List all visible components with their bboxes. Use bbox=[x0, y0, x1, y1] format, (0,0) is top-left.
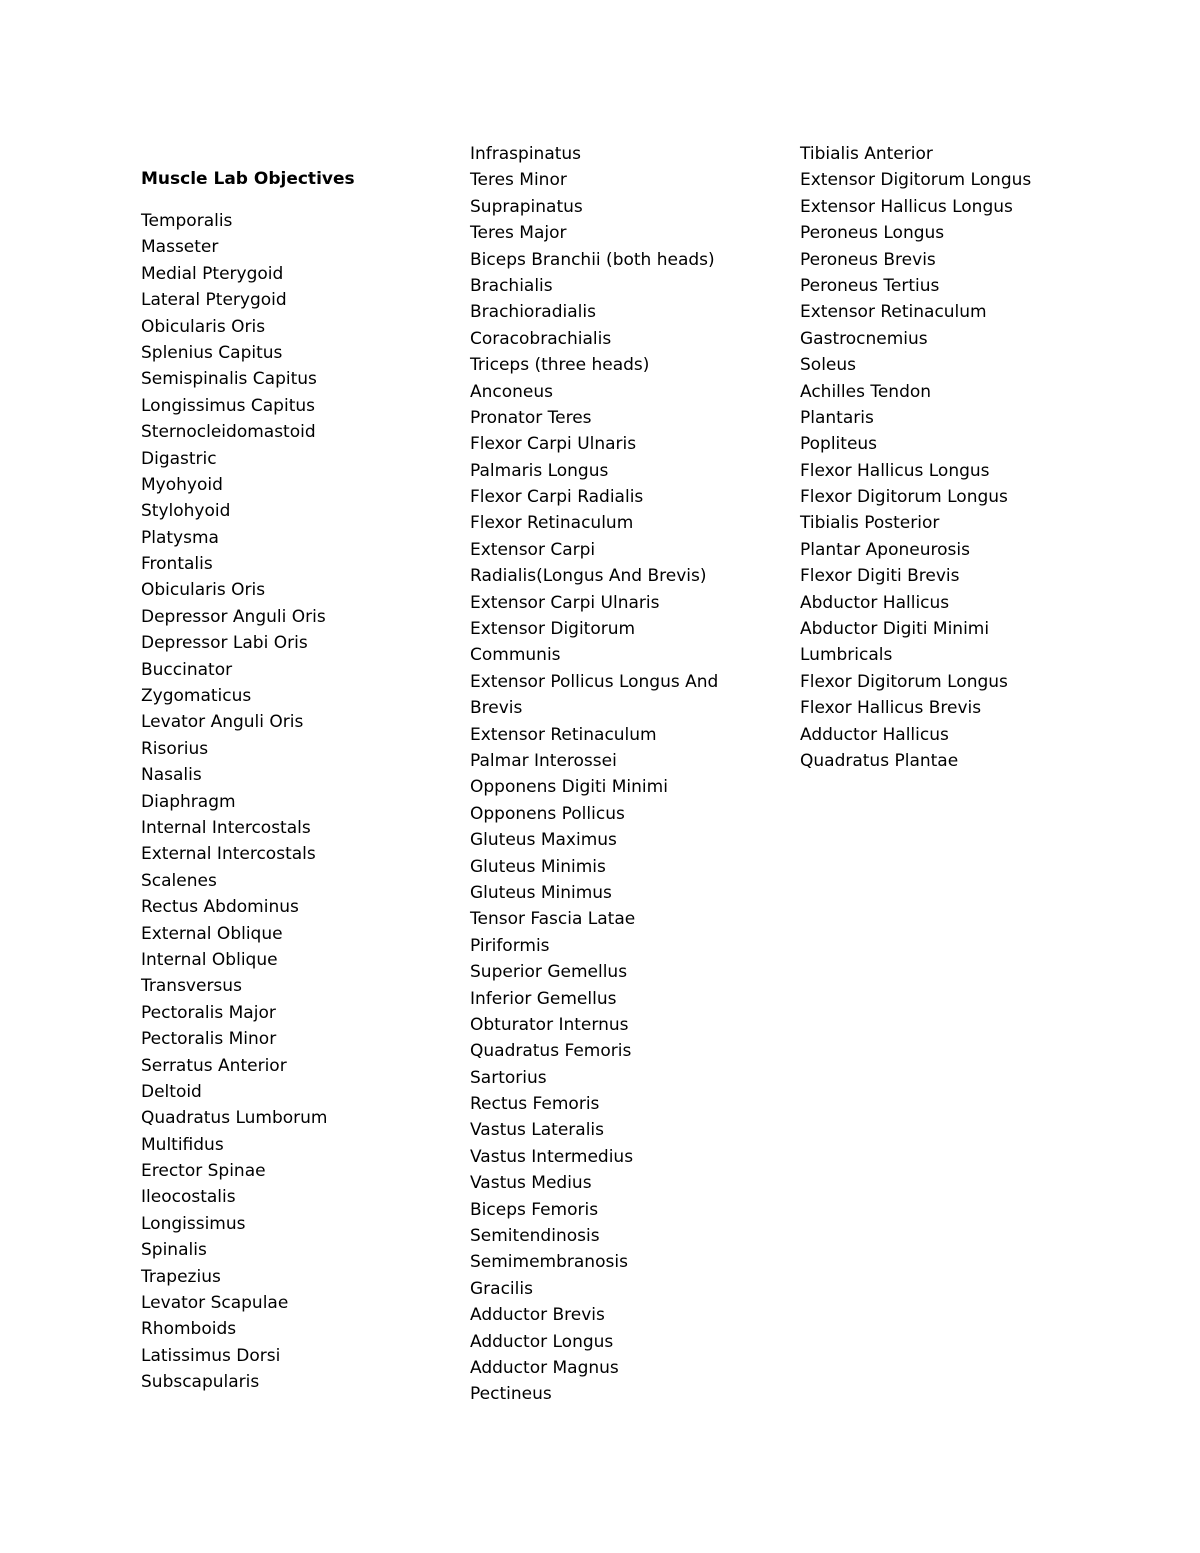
muscle-list-item: Communis bbox=[470, 645, 561, 666]
muscle-list-item: Internal Oblique bbox=[141, 949, 278, 970]
muscle-list-item: Extensor Carpi Ulnaris bbox=[470, 592, 660, 613]
muscle-list-item: Peroneus Tertius bbox=[800, 275, 940, 296]
muscle-list-item: Quadratus Lumborum bbox=[141, 1108, 328, 1129]
muscle-list-item: Biceps Branchii (both heads) bbox=[470, 249, 715, 270]
muscle-list-item: Extensor Carpi bbox=[470, 539, 596, 560]
muscle-list-item: Pronator Teres bbox=[470, 407, 592, 428]
muscle-list-item: Flexor Carpi Ulnaris bbox=[470, 434, 637, 455]
muscle-list-item: Teres Major bbox=[470, 223, 567, 244]
muscle-list-item: Triceps (three heads) bbox=[470, 355, 650, 376]
muscle-list-item: Nasalis bbox=[141, 765, 202, 786]
muscle-list-item: Brachioradialis bbox=[470, 302, 596, 323]
muscle-list-item: Rectus Femoris bbox=[470, 1094, 600, 1115]
muscle-list-item: Levator Anguli Oris bbox=[141, 712, 304, 733]
muscle-list-item: Adductor Hallicus bbox=[800, 724, 949, 745]
muscle-list-item: Extensor Pollicus Longus And bbox=[470, 671, 719, 692]
muscle-list-item: Subscapularis bbox=[141, 1372, 260, 1393]
document-title: Muscle Lab Objectives bbox=[141, 169, 355, 189]
muscle-list-item: Soleus bbox=[800, 355, 857, 376]
muscle-list-item: Plantaris bbox=[800, 407, 874, 428]
muscle-list-item: Rhomboids bbox=[141, 1319, 237, 1340]
muscle-list-item: Lateral Pterygoid bbox=[141, 290, 287, 311]
muscle-list-item: Suprapinatus bbox=[470, 196, 583, 217]
muscle-list-item: Ileocostalis bbox=[141, 1187, 236, 1208]
muscle-list-item: Lumbricals bbox=[800, 645, 893, 666]
muscle-list-item: Palmar Interossei bbox=[470, 750, 617, 771]
muscle-list-item: Sartorius bbox=[470, 1067, 547, 1088]
muscle-list-item: Plantar Aponeurosis bbox=[800, 539, 970, 560]
muscle-list-item: Pectineus bbox=[470, 1384, 552, 1405]
muscle-list-item: Quadratus Plantae bbox=[800, 750, 959, 771]
muscle-list-column-3 bbox=[800, 141, 1130, 774]
muscle-list-item: External Intercostals bbox=[141, 844, 316, 865]
muscle-list-item: Flexor Digiti Brevis bbox=[800, 566, 960, 587]
muscle-list-item: Scalenes bbox=[141, 870, 217, 891]
muscle-list-item: Obturator Internus bbox=[470, 1014, 629, 1035]
muscle-list-item: Gastrocnemius bbox=[800, 328, 928, 349]
muscle-list-item: Levator Scapulae bbox=[141, 1293, 289, 1314]
muscle-list-item: Adductor Magnus bbox=[470, 1357, 619, 1378]
muscle-list-item: Adductor Brevis bbox=[470, 1305, 605, 1326]
muscle-list-item: Quadratus Femoris bbox=[470, 1041, 632, 1062]
muscle-list-item: Pectoralis Major bbox=[141, 1002, 276, 1023]
muscle-list-item: Opponens Digiti Minimi bbox=[470, 777, 668, 798]
muscle-list-item: Digastric bbox=[141, 448, 217, 469]
muscle-list-item: Serratus Anterior bbox=[141, 1055, 287, 1076]
muscle-list-item: Superior Gemellus bbox=[470, 962, 628, 983]
muscle-list-item: Depressor Labi Oris bbox=[141, 633, 308, 654]
muscle-list-item: Splenius Capitus bbox=[141, 342, 283, 363]
muscle-list-item: Deltoid bbox=[141, 1081, 202, 1102]
muscle-list-item: Vastus Intermedius bbox=[470, 1146, 634, 1167]
muscle-list-item: Infraspinatus bbox=[470, 144, 582, 164]
muscle-list-item: Brachialis bbox=[470, 275, 553, 296]
muscle-list-item: Extensor Retinaculum bbox=[470, 724, 657, 745]
muscle-list-item: Vastus Lateralis bbox=[470, 1120, 605, 1141]
muscle-list-item: Popliteus bbox=[800, 434, 878, 455]
muscle-list-item: Adductor Longus bbox=[470, 1331, 614, 1352]
muscle-list-item: Temporalis bbox=[141, 211, 233, 231]
muscle-list-item: Opponens Pollicus bbox=[470, 803, 625, 824]
muscle-list-item: Abductor Digiti Minimi bbox=[800, 619, 990, 640]
muscle-list-item: Teres Minor bbox=[470, 170, 567, 191]
muscle-list-item: Medial Pterygoid bbox=[141, 263, 284, 284]
muscle-list-item: Gluteus Maximus bbox=[470, 830, 617, 851]
muscle-list-item: Extensor Digitorum bbox=[470, 619, 636, 640]
muscle-list-item: Piriformis bbox=[470, 935, 550, 956]
muscle-list-item: Flexor Carpi Radialis bbox=[470, 487, 644, 508]
muscle-list-item: Platysma bbox=[141, 527, 219, 548]
muscle-list-item: Buccinator bbox=[141, 659, 233, 680]
muscle-list-item: Semitendinosis bbox=[470, 1226, 600, 1247]
muscle-list-item: Achilles Tendon bbox=[800, 381, 932, 402]
muscle-list-item: Biceps Femoris bbox=[470, 1199, 599, 1220]
muscle-list-item: Flexor Digitorum Longus bbox=[800, 671, 1008, 692]
muscle-list-item: Radialis(Longus And Brevis) bbox=[470, 566, 707, 587]
muscle-list-column-1 bbox=[141, 208, 451, 1396]
muscle-list-item: Extensor Digitorum Longus bbox=[800, 170, 1032, 191]
muscle-list-item: Brevis bbox=[470, 698, 523, 719]
muscle-list-column-2 bbox=[470, 141, 780, 1408]
muscle-list-item: Semimembranosis bbox=[470, 1252, 628, 1273]
muscle-list-item: Anconeus bbox=[470, 381, 554, 402]
muscle-list-item: Longissimus bbox=[141, 1213, 246, 1234]
muscle-list-item: Longissimus Capitus bbox=[141, 395, 315, 416]
muscle-list-item: Abductor Hallicus bbox=[800, 592, 950, 613]
muscle-list-item: Flexor Digitorum Longus bbox=[800, 487, 1008, 508]
muscle-list-item: Obicularis Oris bbox=[141, 316, 266, 337]
muscle-list-item: Tensor Fascia Latae bbox=[470, 909, 636, 930]
muscle-list-item: Multifidus bbox=[141, 1134, 224, 1155]
muscle-list-item: Zygomaticus bbox=[141, 686, 252, 707]
muscle-list-item: Frontalis bbox=[141, 554, 213, 575]
muscle-list-item: Pectoralis Minor bbox=[141, 1029, 277, 1050]
muscle-list-item: Trapezius bbox=[141, 1266, 221, 1287]
muscle-list-item: Stylohyoid bbox=[141, 501, 231, 522]
muscle-list-item: Gluteus Minimus bbox=[470, 882, 612, 903]
muscle-list-item: Semispinalis Capitus bbox=[141, 369, 317, 390]
muscle-list-item: Depressor Anguli Oris bbox=[141, 606, 326, 627]
muscle-list-item: Rectus Abdominus bbox=[141, 897, 299, 918]
muscle-list-item: Obicularis Oris bbox=[141, 580, 266, 601]
muscle-list-item: Extensor Hallicus Longus bbox=[800, 196, 1013, 217]
muscle-list-item: Risorius bbox=[141, 738, 209, 759]
muscle-list-item: Extensor Retinaculum bbox=[800, 302, 987, 323]
muscle-list-item: Spinalis bbox=[141, 1240, 207, 1261]
muscle-list-item: Latissimus Dorsi bbox=[141, 1345, 281, 1366]
muscle-list-item: Palmaris Longus bbox=[470, 460, 609, 481]
muscle-list-item: Gluteus Minimis bbox=[470, 856, 606, 877]
muscle-list-item: Internal Intercostals bbox=[141, 817, 311, 838]
muscle-list-item: Sternocleidomastoid bbox=[141, 422, 316, 443]
muscle-list-item: Masseter bbox=[141, 237, 219, 258]
muscle-list-item: Diaphragm bbox=[141, 791, 236, 812]
muscle-list-item: Transversus bbox=[141, 976, 242, 997]
muscle-list-item: Coracobrachialis bbox=[470, 328, 612, 349]
muscle-list-item: Erector Spinae bbox=[141, 1161, 266, 1182]
muscle-list-item: Flexor Hallicus Longus bbox=[800, 460, 990, 481]
muscle-list-item: Vastus Medius bbox=[470, 1173, 592, 1194]
muscle-list-item: Peroneus Longus bbox=[800, 223, 945, 244]
muscle-list-item: Gracilis bbox=[470, 1278, 533, 1299]
muscle-list-item: Peroneus Brevis bbox=[800, 249, 936, 270]
muscle-list-item: Myohyoid bbox=[141, 474, 223, 495]
muscle-list-item: External Oblique bbox=[141, 923, 283, 944]
muscle-list-item: Inferior Gemellus bbox=[470, 988, 617, 1009]
muscle-list-item: Flexor Retinaculum bbox=[470, 513, 634, 534]
muscle-list-item: Tibialis Posterior bbox=[800, 513, 940, 534]
muscle-list-item: Flexor Hallicus Brevis bbox=[800, 698, 982, 719]
muscle-list-item: Tibialis Anterior bbox=[800, 144, 933, 164]
